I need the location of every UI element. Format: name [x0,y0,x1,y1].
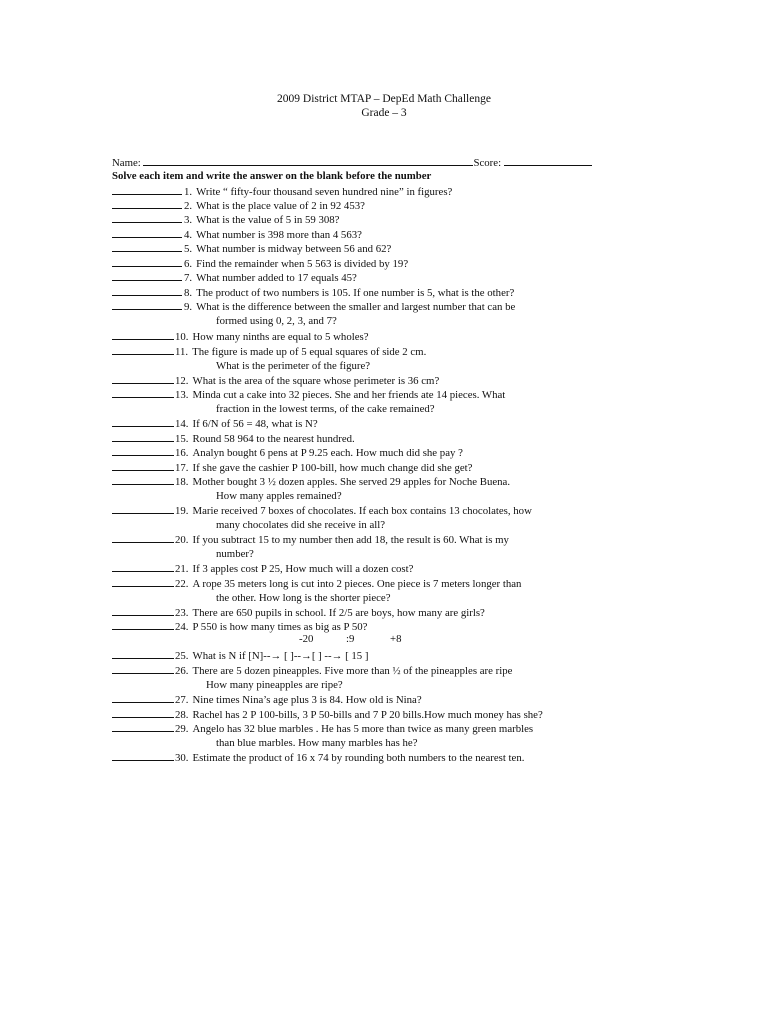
question-item [112,416,318,432]
question-text-continued: fraction in the lowest terms, of the cake remained? [216,402,435,415]
question-text: If you subtract 15 to my number then add 18, the result is 60. What is my [192,534,509,546]
question-text: If she gave the cashier P 100-bill, how much change did she get? [192,462,473,474]
question-text: Rachel has 2 P 100-bills, 3 P 50-bills and 7 P 20 bills.How much money has she? [192,709,543,721]
name-field[interactable] [143,155,473,166]
question-item [112,576,521,592]
question-number: 16. [175,447,189,459]
question-text-continued: the other. How long is the shorter piece? [216,591,391,604]
question-text: A rope 35 meters long is cut into 2 pieces. One piece is 7 meters longer than [192,578,522,590]
question-text-continued: many chocolates did she receive in all? [216,518,386,531]
answer-blank[interactable] [112,285,182,296]
page-title: 2009 District MTAP – DepEd Math Challenge [277,93,491,105]
answer-blank[interactable] [112,373,174,384]
question-number: 2. [184,200,193,212]
answer-blank[interactable] [112,692,174,703]
question-item [112,299,515,315]
question-number: 29. [175,723,189,735]
question-item [112,387,505,403]
question-item [112,721,533,737]
question-number: 20. [175,534,189,546]
question-text: What is the value of 5 in 59 308? [196,214,340,226]
question-text: Round 58 964 to the nearest hundred. [192,433,355,445]
question-number: 27. [175,694,189,706]
answer-blank[interactable] [112,299,182,310]
answer-blank[interactable] [112,212,182,223]
item25-op-2: :9 [346,633,355,645]
answer-blank[interactable] [112,663,174,674]
question-item [112,532,509,548]
question-number: 8. [184,287,193,299]
question-item [112,750,524,766]
answer-blank[interactable] [112,460,174,471]
question-text: Analyn bought 6 pens at P 9.25 each. How much did she pay ? [192,447,463,459]
answer-blank[interactable] [112,344,174,355]
answer-blank[interactable] [112,561,174,572]
question-number: 1. [184,186,193,198]
question-text: Mother bought 3 ½ dozen apples. She served 29 apples for Noche Buena. [192,476,511,488]
question-number: 30. [175,752,189,764]
question-item [112,663,512,679]
question-item [112,445,463,461]
answer-blank[interactable] [112,605,174,616]
question-item [112,503,532,519]
name-label: Name: [112,157,141,169]
question-item [112,619,367,635]
question-text: What is the area of the square whose perimeter is 36 cm? [192,375,440,387]
question-text: Estimate the product of 16 x 74 by rounding both numbers to the nearest ten. [192,752,525,764]
question-number: 5. [184,243,193,255]
question-text: Nine times Nina’s age plus 3 is 84. How old is Nina? [192,694,422,706]
answer-blank[interactable] [112,750,174,761]
question-number: 22. [175,578,189,590]
question-item [112,270,357,286]
answer-blank[interactable] [112,532,174,543]
grade-label: Grade – 3 [361,107,407,119]
question-text: There are 5 dozen pineapples. Five more than ½ of the pineapples are ripe [192,665,513,677]
question-text: How many ninths are equal to 5 wholes? [192,331,369,343]
answer-blank[interactable] [112,503,174,514]
question-number: 9. [184,301,193,313]
question-text: What number added to 17 equals 45? [196,272,357,284]
question-number: 3. [184,214,193,226]
score-label: Score: [473,157,502,169]
answer-blank[interactable] [112,227,182,238]
question-number: 26. [175,665,189,677]
question-text: What is the difference between the smaller and largest number that can be [196,301,516,313]
question-number: 19. [175,505,189,517]
question-text-continued: How many pineapples are ripe? [206,678,343,691]
answer-blank[interactable] [112,387,174,398]
question-text: The figure is made up of 5 equal squares of side 2 cm. [192,346,427,358]
answer-blank[interactable] [112,707,174,718]
question-item [112,212,339,228]
answer-blank[interactable] [112,416,174,427]
question-item [112,329,369,345]
answer-blank[interactable] [112,431,174,442]
answer-blank[interactable] [112,445,174,456]
question-item [112,344,426,360]
question-number: 13. [175,389,189,401]
answer-blank[interactable] [112,256,182,267]
answer-blank[interactable] [112,474,174,485]
question-text: What is the place value of 2 in 92 453? [196,200,365,212]
answer-blank[interactable] [112,648,174,659]
answer-blank[interactable] [112,198,182,209]
question-number: 17. [175,462,189,474]
question-item [112,241,391,257]
question-text-continued: than blue marbles. How many marbles has he? [216,736,418,749]
answer-blank[interactable] [112,270,182,281]
question-text: What number is 398 more than 4 563? [196,229,362,241]
item25-op-1: -20 [299,633,314,645]
question-text: If 3 apples cost P 25, How much will a dozen cost? [192,563,414,575]
question-number: 15. [175,433,189,445]
instructions: Solve each item and write the answer on the blank before the number [112,170,432,182]
question-text: Write “ fifty-four thousand seven hundred nine” in figures? [196,186,453,198]
question-number: 21. [175,563,189,575]
question-text: Angelo has 32 blue marbles . He has 5 more than twice as many green marbles [192,723,534,735]
question-number: 6. [184,258,193,270]
question-text: What number is midway between 56 and 62? [196,243,392,255]
question-number: 7. [184,272,193,284]
question-text-continued: number? [216,547,254,560]
question-text-continued: What is the perimeter of the figure? [216,359,371,372]
question-text: Minda cut a cake into 32 pieces. She and her friends ate 14 pieces. What [192,389,506,401]
question-text: P 550 is how many times as big as P 50? [192,621,368,633]
question-number: 25. [175,650,189,662]
question-text-continued: How many apples remained? [216,489,342,502]
question-text: What is N if [N]--→ [ ]--→[ ] --→ [ 15 ] [192,650,369,662]
question-text: If 6/N of 56 = 48, what is N? [192,418,318,430]
answer-blank[interactable] [112,619,174,630]
question-text: There are 650 pupils in school. If 2/5 are boys, how many are girls? [192,607,485,619]
answer-blank[interactable] [112,576,174,587]
answer-blank[interactable] [112,721,174,732]
question-text: The product of two numbers is 105. If one number is 5, what is the other? [196,287,515,299]
question-item [112,692,422,708]
question-number: 10. [175,331,189,343]
answer-blank[interactable] [112,241,182,252]
question-item [112,474,510,490]
item25-op-3: +8 [390,633,402,645]
question-number: 12. [175,375,189,387]
question-number: 18. [175,476,189,488]
answer-blank[interactable] [112,184,182,195]
question-number: 28. [175,709,189,721]
question-text: Marie received 7 boxes of chocolates. If each box contains 13 chocolates, how [192,505,532,517]
question-number: 14. [175,418,189,430]
question-number: 4. [184,229,193,241]
question-number: 11. [175,346,189,358]
question-number: 24. [175,621,189,633]
question-number: 23. [175,607,189,619]
question-text: Find the remainder when 5 563 is divided by 19? [196,258,409,270]
score-field[interactable] [504,155,592,166]
question-item [112,648,369,664]
answer-blank[interactable] [112,329,174,340]
question-text-continued: formed using 0, 2, 3, and 7? [216,314,337,327]
question-item [112,561,413,577]
